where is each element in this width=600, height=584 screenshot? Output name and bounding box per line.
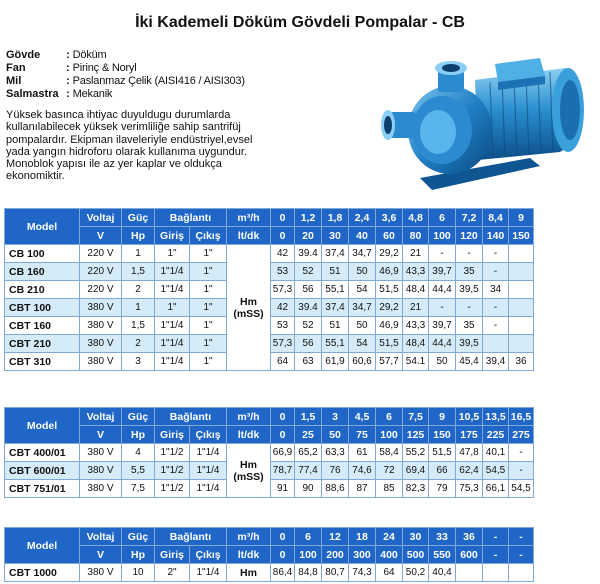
flow-ltdk: 600	[456, 546, 483, 564]
head-value-cell: 51,5	[376, 281, 403, 299]
voltage-cell: 380 V	[80, 564, 122, 582]
power-cell: 2	[122, 335, 155, 353]
head-value-cell: 42	[271, 299, 295, 317]
voltage-cell: 380 V	[80, 462, 122, 480]
head-value-cell	[509, 281, 534, 299]
head-value-cell: 50	[349, 317, 376, 335]
power-cell: 1,5	[122, 317, 155, 335]
hm-label-line: Hm	[240, 458, 257, 471]
power-cell: 2	[122, 281, 155, 299]
head-value-cell: -	[483, 317, 509, 335]
head-value-cell: 82,3	[403, 480, 429, 498]
head-value-cell: 39,7	[429, 317, 456, 335]
hm-label: Hm	[227, 564, 271, 582]
spec-value: Pirinç & Noryl	[72, 62, 137, 74]
head-value-cell: 44,4	[429, 281, 456, 299]
power-cell: 5,5	[122, 462, 155, 480]
spec-key: Salmastra	[6, 88, 59, 100]
model-cell: CBT 600/01	[5, 462, 80, 480]
head-value-cell: 57,7	[376, 353, 403, 371]
model-cell: CBT 210	[5, 335, 80, 353]
spec-key: Fan	[6, 62, 26, 74]
description-line: Yüksek basınca ihtiyac duyuldugu durumlarda	[6, 109, 231, 121]
head-value-cell: -	[483, 245, 509, 263]
head-value-cell: 54.1	[403, 353, 429, 371]
head-value-cell: 57,3	[271, 335, 295, 353]
head-value-cell: 29,2	[376, 299, 403, 317]
inlet-cell: 1"	[155, 299, 190, 317]
flow-m3h: 7,2	[456, 209, 483, 227]
head-value-cell: 48,4	[403, 281, 429, 299]
model-cell: CBT 160	[5, 317, 80, 335]
spec-row: Gövde : Döküm	[6, 49, 107, 61]
head-value-cell: 64	[376, 564, 403, 582]
head-value-cell	[509, 335, 534, 353]
head-value-cell	[509, 263, 534, 281]
outlet-cell: 1"1/4	[190, 480, 227, 498]
head-value-cell: 65,2	[295, 444, 322, 462]
inlet-cell: 1"1/4	[155, 281, 190, 299]
flow-m3h: 36	[456, 528, 483, 546]
flow-ltdk: 40	[349, 227, 376, 245]
flow-m3h: 18	[349, 528, 376, 546]
head-value-cell: 54	[349, 335, 376, 353]
flow-m3h: 6	[295, 528, 322, 546]
flow-ltdk: 20	[295, 227, 322, 245]
header-m3h: m³/h	[227, 209, 271, 227]
head-value-cell: 54,5	[509, 480, 534, 498]
header-cikis: Çıkış	[190, 546, 227, 564]
head-value-cell: 39.4	[295, 245, 322, 263]
head-value-cell: 87	[349, 480, 376, 498]
outlet-cell: 1"	[190, 299, 227, 317]
model-cell: CBT 400/01	[5, 444, 80, 462]
head-value-cell: 57,3	[271, 281, 295, 299]
voltage-cell: 380 V	[80, 480, 122, 498]
head-value-cell: 63,3	[322, 444, 349, 462]
header-v: V	[80, 227, 122, 245]
header-hp: Hp	[122, 227, 155, 245]
head-value-cell: -	[483, 299, 509, 317]
flow-m3h: 33	[429, 528, 456, 546]
table-header-row	[5, 209, 534, 227]
spec-value: Mekanik	[72, 88, 113, 100]
head-value-cell: 66	[429, 462, 456, 480]
flow-ltdk: 225	[483, 426, 509, 444]
head-value-cell: 35	[456, 263, 483, 281]
outlet-cell: 1"	[190, 263, 227, 281]
inlet-cell: 1"1/4	[155, 263, 190, 281]
head-value-cell	[483, 335, 509, 353]
head-value-cell: 42	[271, 245, 295, 263]
performance-table-1	[4, 208, 534, 371]
flow-ltdk: 120	[456, 227, 483, 245]
voltage-cell: 380 V	[80, 353, 122, 371]
spec-list	[6, 49, 245, 101]
head-value-cell: 58,4	[376, 444, 403, 462]
flow-ltdk: 300	[349, 546, 376, 564]
model-cell: CB 100	[5, 245, 80, 263]
head-value-cell: 46,9	[376, 263, 403, 281]
power-cell: 1,5	[122, 263, 155, 281]
hm-label-line: Hm	[240, 295, 257, 308]
head-value-cell: -	[509, 462, 534, 480]
head-value-cell: 55,2	[403, 444, 429, 462]
head-value-cell: 62,4	[456, 462, 483, 480]
header-voltaj: Voltaj	[80, 209, 122, 227]
inlet-cell: 1"1/4	[155, 317, 190, 335]
inlet-cell: 1"1/2	[155, 480, 190, 498]
head-value-cell: 52	[295, 317, 322, 335]
model-cell: CBT 100	[5, 299, 80, 317]
outlet-cell: 1"1/4	[190, 462, 227, 480]
head-value-cell	[509, 317, 534, 335]
header-ltdk: lt/dk	[227, 426, 271, 444]
head-value-cell: 45,4	[456, 353, 483, 371]
flow-m3h: 8,4	[483, 209, 509, 227]
flow-m3h: 1,8	[322, 209, 349, 227]
head-value-cell: 61,9	[322, 353, 349, 371]
head-value-cell: -	[509, 444, 534, 462]
head-value-cell: 91	[271, 480, 295, 498]
head-value-cell: 34,7	[349, 245, 376, 263]
head-value-cell: 55,1	[322, 335, 349, 353]
head-value-cell: 55,1	[322, 281, 349, 299]
header-cikis: Çıkış	[190, 227, 227, 245]
power-cell: 1	[122, 299, 155, 317]
head-value-cell: 63	[295, 353, 322, 371]
flow-m3h: -	[509, 528, 534, 546]
description-line: yada yangın hidroforu olarak kullanıma uygundur.	[6, 145, 247, 158]
flow-m3h: 13,5	[483, 408, 509, 426]
model-cell: CB 210	[5, 281, 80, 299]
description-line: Monoblok yapısı ile az yer kaplar ve oldukça	[6, 158, 222, 171]
power-cell: 1	[122, 245, 155, 263]
head-value-cell: 39,5	[456, 281, 483, 299]
flow-m3h: 12	[322, 528, 349, 546]
inlet-cell: 2"	[155, 564, 190, 582]
flow-m3h: 2,4	[349, 209, 376, 227]
head-value-cell: 77,4	[295, 462, 322, 480]
head-value-cell: 39,7	[429, 263, 456, 281]
table-row	[5, 444, 534, 462]
header-guc: Güç	[122, 209, 155, 227]
flow-ltdk: 100	[295, 546, 322, 564]
head-value-cell: 21	[403, 245, 429, 263]
head-value-cell: 29,2	[376, 245, 403, 263]
page-title: İki Kademeli Döküm Gövdeli Pompalar - CB	[135, 14, 465, 31]
head-value-cell: 37,4	[322, 245, 349, 263]
table-row	[5, 564, 534, 582]
head-value-cell: 46,9	[376, 317, 403, 335]
flow-ltdk: 0	[271, 426, 295, 444]
flow-ltdk: 0	[271, 546, 295, 564]
head-value-cell: 51,5	[376, 335, 403, 353]
inlet-cell: 1"1/4	[155, 353, 190, 371]
flow-ltdk: 200	[322, 546, 349, 564]
voltage-cell: 220 V	[80, 263, 122, 281]
header-cikis: Çıkış	[190, 426, 227, 444]
flow-m3h: 24	[376, 528, 403, 546]
power-cell: 7,5	[122, 480, 155, 498]
spec-row: Mil : Paslanmaz Çelik (AISI416 / AISI303)	[6, 75, 245, 87]
performance-table-2	[4, 407, 534, 498]
description-line: pompalardır. Ekipman ilaveleriyle endüstriyel,evsel	[6, 133, 253, 146]
head-value-cell: 86,4	[271, 564, 295, 582]
head-value-cell: 34,7	[349, 299, 376, 317]
flow-m3h: 6	[429, 209, 456, 227]
head-value-cell: 21	[403, 299, 429, 317]
table-header-row	[5, 408, 534, 426]
voltage-cell: 220 V	[80, 281, 122, 299]
voltage-cell: 220 V	[80, 245, 122, 263]
power-cell: 4	[122, 444, 155, 462]
head-value-cell: 44,4	[429, 335, 456, 353]
flow-ltdk: 275	[509, 426, 534, 444]
flow-m3h: -	[483, 528, 509, 546]
description-line: ekonomiktir.	[6, 170, 65, 183]
voltage-cell: 380 V	[80, 299, 122, 317]
flow-ltdk: 140	[483, 227, 509, 245]
inlet-cell: 1"1/4	[155, 335, 190, 353]
head-value-cell: 51	[322, 263, 349, 281]
voltage-cell: 380 V	[80, 444, 122, 462]
header-hp: Hp	[122, 426, 155, 444]
power-cell: 3	[122, 353, 155, 371]
flow-ltdk: 100	[376, 426, 403, 444]
flow-m3h: 4,8	[403, 209, 429, 227]
flow-ltdk: 75	[349, 426, 376, 444]
flow-ltdk: 60	[376, 227, 403, 245]
head-value-cell: 53	[271, 317, 295, 335]
head-value-cell	[456, 564, 483, 582]
head-value-cell: 50,2	[403, 564, 429, 582]
head-value-cell: 72	[376, 462, 403, 480]
head-value-cell: -	[429, 245, 456, 263]
outlet-cell: 1"	[190, 281, 227, 299]
outlet-cell: 1"1/4	[190, 444, 227, 462]
header-guc: Güç	[122, 528, 155, 546]
outlet-cell: 1"	[190, 335, 227, 353]
header-voltaj: Voltaj	[80, 528, 122, 546]
flow-ltdk: 150	[509, 227, 534, 245]
flow-ltdk: 150	[429, 426, 456, 444]
flow-ltdk: 400	[376, 546, 403, 564]
flow-m3h: 1,2	[295, 209, 322, 227]
head-value-cell: 66,1	[483, 480, 509, 498]
flow-m3h: 0	[271, 528, 295, 546]
flow-m3h: 7,5	[403, 408, 429, 426]
flow-m3h: 3	[322, 408, 349, 426]
hm-label	[227, 444, 271, 498]
header-baglanti: Bağlantı	[155, 408, 227, 426]
voltage-cell: 380 V	[80, 335, 122, 353]
flow-m3h: 1,5	[295, 408, 322, 426]
header-giris: Giriş	[155, 227, 190, 245]
header-hp: Hp	[122, 546, 155, 564]
header-model: Model	[5, 408, 80, 444]
head-value-cell: 36	[509, 353, 534, 371]
inlet-cell: 1"1/2	[155, 444, 190, 462]
head-value-cell: 43,3	[403, 317, 429, 335]
flow-m3h: 3,6	[376, 209, 403, 227]
flow-m3h: 6	[376, 408, 403, 426]
header-giris: Giriş	[155, 426, 190, 444]
head-value-cell: 50	[349, 263, 376, 281]
header-model: Model	[5, 528, 80, 564]
head-value-cell: 69,4	[403, 462, 429, 480]
flow-ltdk: 500	[403, 546, 429, 564]
spec-key: Mil	[6, 75, 22, 87]
head-value-cell: 40,1	[483, 444, 509, 462]
head-value-cell: -	[456, 245, 483, 263]
flow-ltdk: 175	[456, 426, 483, 444]
header-giris: Giriş	[155, 546, 190, 564]
head-value-cell: 78,7	[271, 462, 295, 480]
spec-row: Fan : Pirinç & Noryl	[6, 62, 137, 74]
head-value-cell	[509, 564, 534, 582]
inlet-cell: 1"	[155, 245, 190, 263]
head-value-cell: 50	[429, 353, 456, 371]
table-header-row	[5, 546, 534, 564]
outlet-cell: 1"1/4	[190, 564, 227, 582]
head-value-cell: 48,4	[403, 335, 429, 353]
model-cell: CBT 751/01	[5, 480, 80, 498]
head-value-cell: 56	[295, 335, 322, 353]
head-value-cell: 66,9	[271, 444, 295, 462]
head-value-cell: 37,4	[322, 299, 349, 317]
head-value-cell: 84,8	[295, 564, 322, 582]
flow-m3h: 9	[429, 408, 456, 426]
header-baglanti: Bağlantı	[155, 528, 227, 546]
power-cell: 10	[122, 564, 155, 582]
table-header-row	[5, 528, 534, 546]
header-v: V	[80, 426, 122, 444]
flow-m3h: 9	[509, 209, 534, 227]
outlet-cell: 1"	[190, 353, 227, 371]
performance-table-3	[4, 527, 534, 582]
head-value-cell: 88,6	[322, 480, 349, 498]
table-header-row	[5, 426, 534, 444]
head-value-cell: 54	[349, 281, 376, 299]
head-value-cell	[509, 245, 534, 263]
head-value-cell: 40,4	[429, 564, 456, 582]
header-ltdk: lt/dk	[227, 546, 271, 564]
head-value-cell: 34	[483, 281, 509, 299]
hm-label-line: (mSS)	[233, 307, 264, 320]
head-value-cell: 90	[295, 480, 322, 498]
spec-row: Salmastra : Mekanik	[6, 88, 113, 100]
description-line: kullanılabilecek yüksek verimliliğe sahip santrifüj	[6, 121, 241, 134]
outlet-cell: 1"	[190, 317, 227, 335]
head-value-cell: -	[456, 299, 483, 317]
model-cell: CB 160	[5, 263, 80, 281]
head-value-cell: -	[429, 299, 456, 317]
flow-ltdk: 25	[295, 426, 322, 444]
model-cell: CBT 310	[5, 353, 80, 371]
head-value-cell: 56	[295, 281, 322, 299]
flow-ltdk: 550	[429, 546, 456, 564]
pump-image	[380, 50, 595, 195]
hm-label-line: (mSS)	[233, 470, 264, 483]
head-value-cell: 54,5	[483, 462, 509, 480]
head-value-cell: 52	[295, 263, 322, 281]
head-value-cell: 39,4	[483, 353, 509, 371]
flow-m3h: 10,5	[456, 408, 483, 426]
head-value-cell: 74,6	[349, 462, 376, 480]
head-value-cell: 51	[322, 317, 349, 335]
head-value-cell	[509, 299, 534, 317]
head-value-cell	[483, 564, 509, 582]
head-value-cell: 61	[349, 444, 376, 462]
header-voltaj: Voltaj	[80, 408, 122, 426]
head-value-cell: 51,5	[429, 444, 456, 462]
head-value-cell: 39.4	[295, 299, 322, 317]
head-value-cell: 35	[456, 317, 483, 335]
header-m3h: m³/h	[227, 528, 271, 546]
head-value-cell: 76	[322, 462, 349, 480]
head-value-cell: 47,8	[456, 444, 483, 462]
head-value-cell: 53	[271, 263, 295, 281]
inlet-cell: 1"1/2	[155, 462, 190, 480]
table-header-row	[5, 227, 534, 245]
spec-value: Paslanmaz Çelik (AISI416 / AISI303)	[72, 75, 245, 87]
flow-ltdk: 30	[322, 227, 349, 245]
head-value-cell: 43,3	[403, 263, 429, 281]
flow-m3h: 0	[271, 209, 295, 227]
head-value-cell: 64	[271, 353, 295, 371]
header-ltdk: lt/dk	[227, 227, 271, 245]
flow-ltdk: 125	[403, 426, 429, 444]
flow-m3h: 30	[403, 528, 429, 546]
hm-label	[227, 245, 271, 371]
head-value-cell: -	[483, 263, 509, 281]
flow-m3h: 4,5	[349, 408, 376, 426]
flow-ltdk: -	[509, 546, 534, 564]
flow-m3h: 0	[271, 408, 295, 426]
head-value-cell: 79	[429, 480, 456, 498]
spec-key: Gövde	[6, 49, 41, 61]
head-value-cell: 75,3	[456, 480, 483, 498]
header-guc: Güç	[122, 408, 155, 426]
model-cell: CBT 1000	[5, 564, 80, 582]
header-baglanti: Bağlantı	[155, 209, 227, 227]
flow-ltdk: 50	[322, 426, 349, 444]
head-value-cell: 74,3	[349, 564, 376, 582]
table-row	[5, 245, 534, 263]
voltage-cell: 380 V	[80, 317, 122, 335]
header-model: Model	[5, 209, 80, 245]
header-v: V	[80, 546, 122, 564]
flow-ltdk: 0	[271, 227, 295, 245]
head-value-cell: 39,5	[456, 335, 483, 353]
flow-ltdk: 80	[403, 227, 429, 245]
head-value-cell: 60,6	[349, 353, 376, 371]
header-m3h: m³/h	[227, 408, 271, 426]
head-value-cell: 85	[376, 480, 403, 498]
head-value-cell: 80,7	[322, 564, 349, 582]
flow-ltdk: 100	[429, 227, 456, 245]
spec-value: Döküm	[72, 49, 107, 61]
outlet-cell: 1"	[190, 245, 227, 263]
description	[6, 109, 306, 183]
flow-ltdk: -	[483, 546, 509, 564]
flow-m3h: 16,5	[509, 408, 534, 426]
